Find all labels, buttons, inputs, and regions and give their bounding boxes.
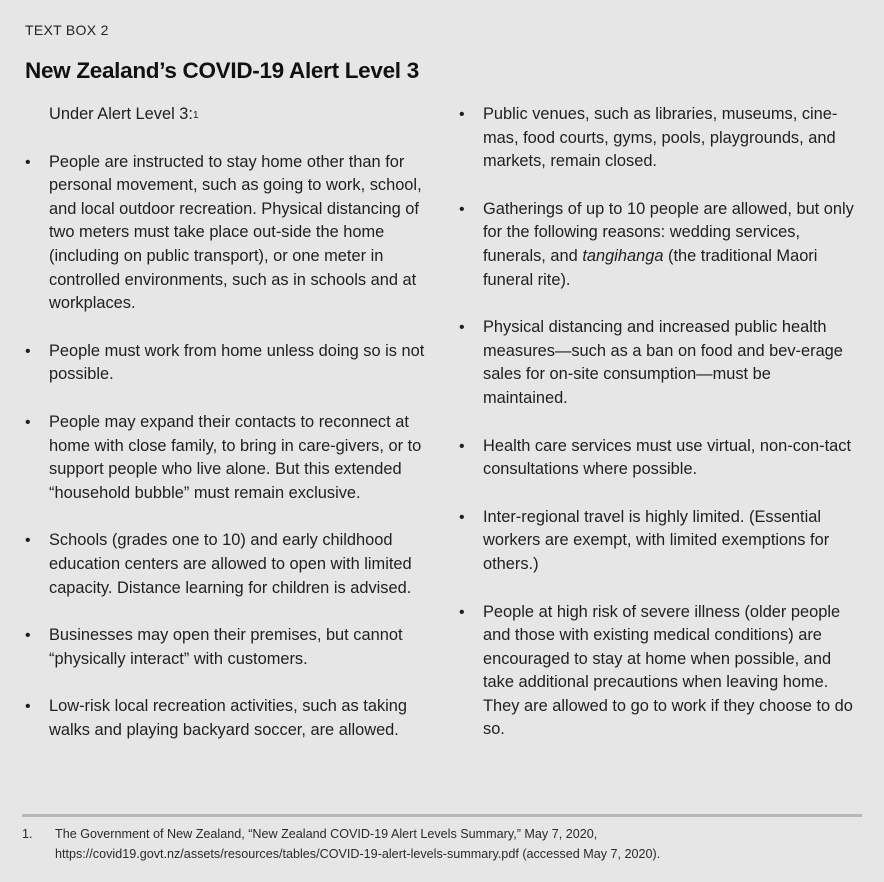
- list-item: [459, 316, 859, 410]
- bullet-icon: •: [459, 319, 465, 337]
- footnote-ref: 1: [192, 110, 199, 121]
- list-item-text: People at high risk of severe illness (older people and those with existing medical conditions) are encouraged to stay at home when possible, and take additional precautions when leaving home. They are allowed to go to work if they choose to do so.: [483, 602, 853, 739]
- right-bullet-list: [459, 103, 859, 742]
- bullet-icon: •: [459, 508, 465, 526]
- bullet-icon: •: [25, 342, 31, 360]
- list-item: [459, 103, 859, 174]
- list-item: [25, 624, 445, 671]
- footnote-divider: [22, 814, 862, 817]
- list-item: [459, 198, 859, 292]
- left-bullet-list: [25, 151, 445, 743]
- text-box-title: New Zealand’s COVID-19 Alert Level 3: [25, 58, 419, 83]
- intro-text: Under Alert Level 3:: [49, 105, 193, 123]
- list-item-text: Low-risk local recreation activities, such as taking walks and playing backyard soccer, are allowed.: [49, 697, 408, 739]
- list-item: [459, 435, 859, 482]
- bullet-icon: •: [25, 698, 31, 716]
- right-column: [459, 103, 859, 766]
- footnote: [22, 824, 862, 864]
- list-item-text: People must work from home unless doing so is not possible.: [49, 341, 425, 384]
- bullet-icon: •: [459, 603, 465, 621]
- list-item-text: Schools (grades one to 10) and early childhood education centers are allowed to open with limited capacity. Distance learning for children is advised.: [49, 531, 412, 597]
- list-item-text: Public venues, such as libraries, museums, cine-mas, food courts, gyms, pools, playgrounds, and markets, remain closed.: [483, 105, 838, 171]
- list-item-text: Inter-regional travel is highly limited. (Essential workers are exempt, with limited exemptions for others.): [483, 507, 830, 573]
- footnote-number: 1.: [22, 827, 33, 841]
- list-item-text: Gatherings of up to 10 people are allowed, but only for the following reasons: wedding services, funerals, and: [483, 199, 854, 265]
- text-box-label: TEXT BOX 2: [25, 22, 109, 38]
- list-item-italic-term: tangihanga: [582, 246, 664, 265]
- bullet-icon: •: [459, 200, 465, 218]
- bullet-icon: •: [25, 413, 31, 431]
- bullet-icon: •: [459, 106, 465, 123]
- footnote-text: The Government of New Zealand, “New Zealand COVID-19 Alert Levels Summary,” May 7, 2020, https://covid19.govt.nz/assets/resources/tables/COVID-19-alert-levels-summary.pdf (accessed May 7, 2020).: [55, 827, 661, 861]
- bullet-icon: •: [25, 153, 31, 171]
- list-item: [25, 340, 445, 387]
- left-column: [25, 103, 445, 766]
- list-item-text: Health care services must use virtual, non-con-tact consultations where possible.: [483, 436, 852, 479]
- list-item-text: Businesses may open their premises, but cannot “physically interact” with customers.: [49, 626, 403, 668]
- list-item-text: People may expand their contacts to reconnect at home with close family, to bring in care-givers, or to support people who live alone. But this extended “household bubble” must remain exclusive.: [49, 412, 422, 502]
- list-item: [459, 601, 859, 743]
- list-item: [25, 151, 445, 316]
- list-item: [25, 411, 445, 505]
- intro-line: [25, 103, 445, 127]
- list-item: [459, 506, 859, 577]
- list-item: [25, 695, 445, 742]
- bullet-icon: •: [25, 627, 31, 645]
- list-item: [25, 529, 445, 600]
- bullet-icon: •: [25, 532, 31, 550]
- list-item-text: People are instructed to stay home other than for personal movement, such as going to work, school, and local outdoor recreation. Physical distancing of two meters must take place out-side the home (including on public transport), or one meter in controlled environments, such as in schools and at workplaces.: [49, 152, 422, 313]
- bullet-icon: •: [459, 437, 465, 455]
- list-item-text: Physical distancing and increased public health measures—such as a ban on food and bev-erage sales for on-site consumption—must be maintained.: [483, 318, 843, 407]
- list-item-text-tail: (the traditional Maori funeral rite).: [483, 246, 818, 289]
